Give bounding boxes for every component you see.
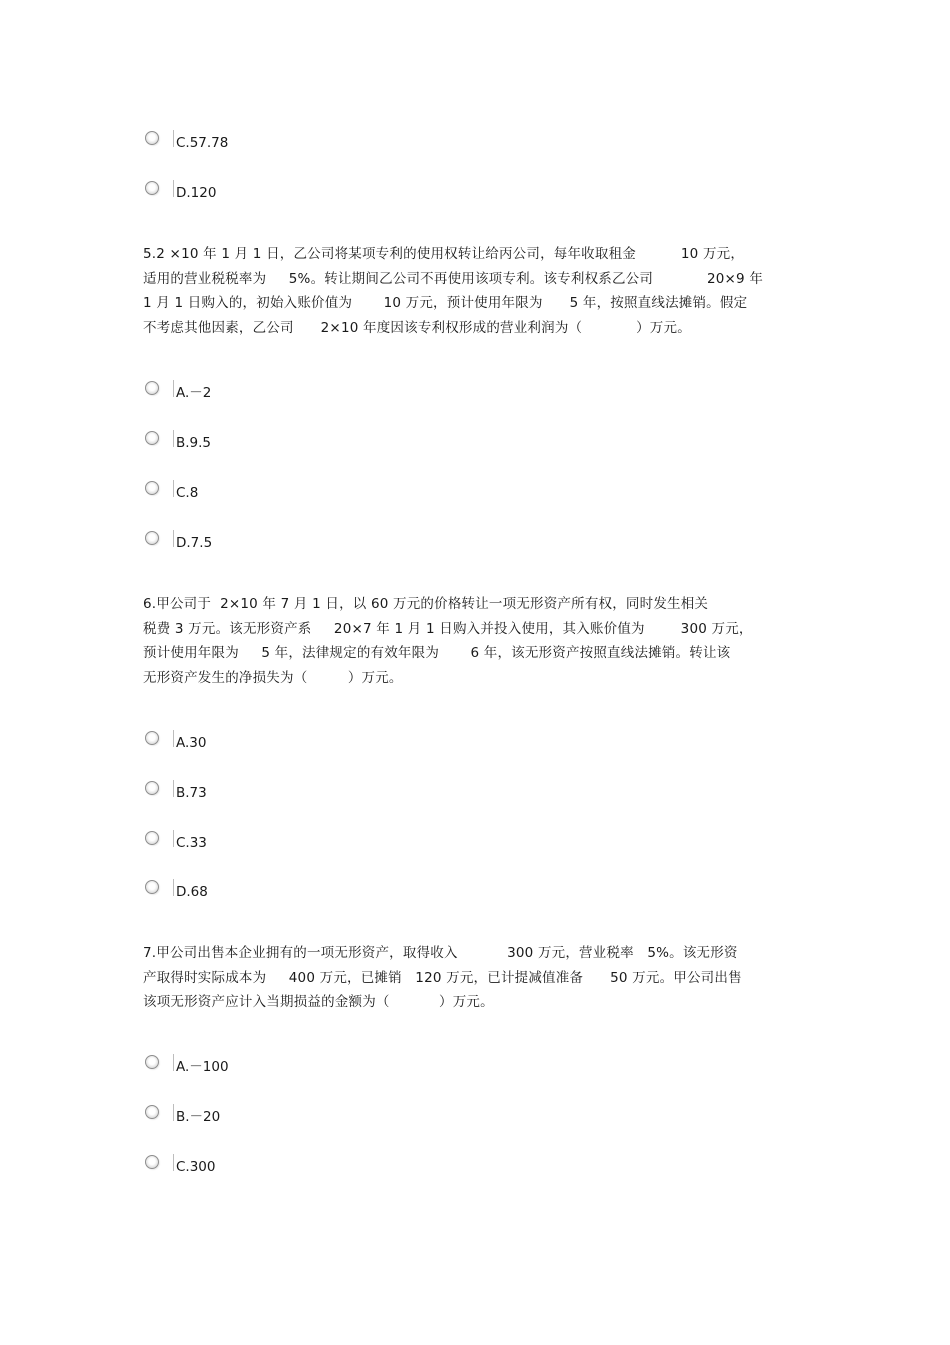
question-line: 适用的营业税税率为 5%。转让期间乙公司不再使用该项专利。该专利权系乙公司 20×9 年 — [143, 270, 764, 287]
question-line: 产取得时实际成本为 400 万元，已摊销 120 万元，已计提减值准备 50 万元。甲公司出售 — [143, 969, 742, 986]
question-6-text — [143, 592, 823, 690]
radio-button[interactable] — [145, 1055, 159, 1069]
option-divider — [173, 730, 174, 747]
option-label: C.8 — [176, 485, 199, 501]
option-label: D.7.5 — [176, 535, 213, 551]
option-divider — [173, 879, 174, 896]
question-line: 1 月 1 日购入的，初始入账价值为 10 万元，预计使用年限为 5 年，按照直线法摊销。假定 — [143, 295, 748, 311]
option-divider — [173, 1054, 174, 1071]
radio-button[interactable] — [145, 1155, 159, 1169]
option-divider — [173, 780, 174, 797]
radio-button[interactable] — [145, 831, 159, 845]
option-divider — [173, 430, 174, 447]
question-5-text — [143, 242, 823, 340]
question-line: 该项无形资产应计入当期损益的金额为（ ）万元。 — [143, 994, 494, 1010]
option-label: B.－20 — [176, 1109, 221, 1125]
radio-button[interactable] — [145, 131, 159, 145]
question-line: 6.甲公司于 2×10 年 7 月 1 日，以 60 万元的价格转让一项无形资产所有权，同时发生相关 — [143, 596, 709, 612]
option-label: C.57.78 — [176, 135, 229, 151]
option-label: D.120 — [176, 185, 217, 201]
question-line: 无形资产发生的净损失为（ ）万元。 — [143, 669, 403, 686]
option-divider — [173, 130, 174, 147]
option-label: A.－2 — [176, 385, 212, 401]
option-label: C.33 — [176, 835, 207, 851]
option-label: D.68 — [176, 884, 208, 900]
option-label: C.300 — [176, 1159, 216, 1175]
radio-button[interactable] — [145, 531, 159, 545]
question-line: 预计使用年限为 5 年，法律规定的有效年限为 6 年，该无形资产按照直线法摊销。转让该 — [143, 645, 731, 661]
question-7-text — [143, 941, 823, 1015]
option-label: B.9.5 — [176, 435, 212, 451]
radio-button[interactable] — [145, 381, 159, 395]
option-divider — [173, 1154, 174, 1171]
option-divider — [173, 830, 174, 847]
option-label: A.30 — [176, 735, 207, 751]
option-divider — [173, 480, 174, 497]
question-line: 税费 3 万元。该无形资产系 20×7 年 1 月 1 日购入并投入使用，其入账价值为 300 万元， — [143, 620, 753, 637]
radio-button[interactable] — [145, 880, 159, 894]
radio-button[interactable] — [145, 731, 159, 745]
option-label: A.－100 — [176, 1059, 229, 1075]
option-divider — [173, 380, 174, 397]
question-line: 5.2 ×10 年 1 月 1 日，乙公司将某项专利的使用权转让给丙公司，每年收取租金 10 万元， — [143, 246, 745, 262]
radio-button[interactable] — [145, 431, 159, 445]
option-divider — [173, 1104, 174, 1121]
radio-button[interactable] — [145, 1105, 159, 1119]
option-label: B.73 — [176, 785, 207, 801]
option-divider — [173, 530, 174, 547]
question-line: 7.甲公司出售本企业拥有的一项无形资产，取得收入 300 万元，营业税率 5%。该无形资 — [143, 945, 738, 961]
option-divider — [173, 180, 174, 197]
question-line: 不考虑其他因素，乙公司 2×10 年度因该专利权形成的营业利润为（ ）万元。 — [143, 319, 691, 336]
radio-button[interactable] — [145, 481, 159, 495]
radio-button[interactable] — [145, 781, 159, 795]
radio-button[interactable] — [145, 181, 159, 195]
